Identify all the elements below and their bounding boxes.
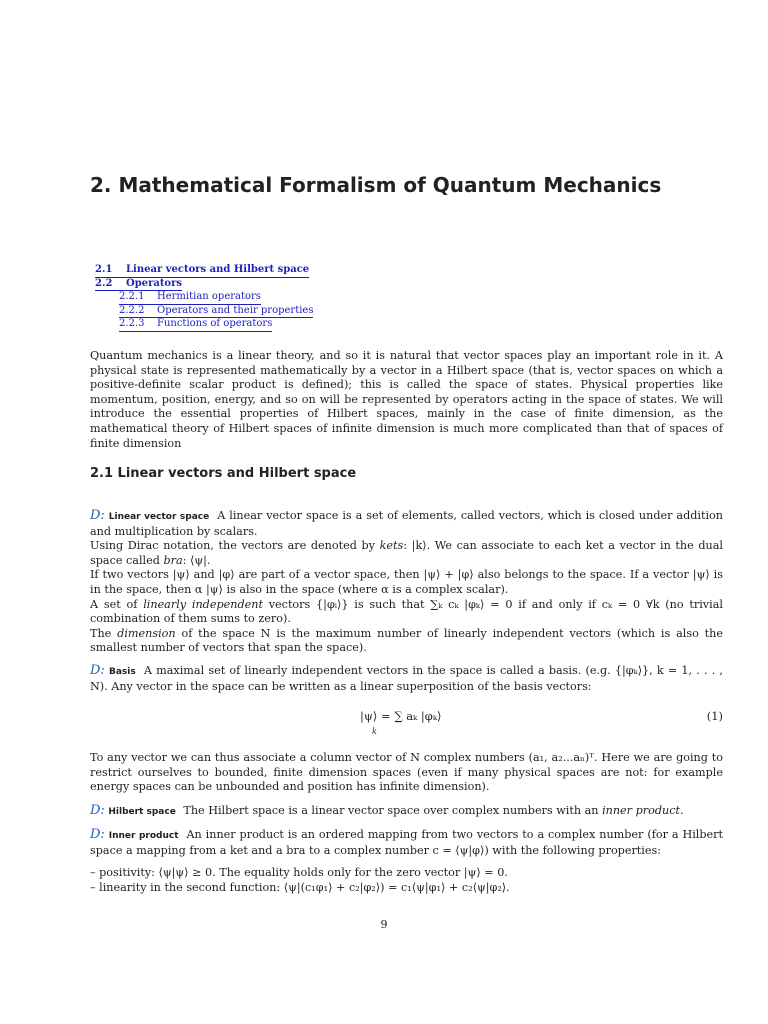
chapter-title: 2. Mathematical Formalism of Quantum Mechanics bbox=[90, 173, 662, 197]
page-number: 9 bbox=[380, 918, 388, 931]
section-heading: 2.1 Linear vectors and Hilbert space bbox=[90, 466, 357, 481]
toc-number: 2.2.2 bbox=[119, 304, 145, 316]
table-of-contents bbox=[95, 263, 313, 331]
intro-paragraph: Quantum mechanics is a linear theory, and so it is natural that vector spaces play an important role in it. A physical state is represented mathematically by a vector in a Hilbert space (that is, vector spaces on which a positive-definite scalar product is defined); this is called the space of states. Physical properties like momentum, position, energy, and so on will be represented by operators acting in the space of states. We will introduce the essential properties of Hilbert spaces, mainly in the case of finite dimension, as the mathematical theory of Hilbert spaces of infinite dimension is much more complicated than that of spaces of finite dimension bbox=[90, 349, 723, 450]
inner-product-term: inner product bbox=[602, 804, 680, 817]
definition-marker: D: bbox=[90, 827, 105, 842]
list-item: – linearity in the second function: ⟨ψ|(c₁φ₁⟩ + c₂|φ₂⟩) = c₁⟨ψ|φ₁⟩ + c₂⟨ψ|φ₂⟩. bbox=[90, 880, 510, 894]
properties-list bbox=[90, 866, 723, 895]
toc-link-2-2-2[interactable] bbox=[119, 304, 313, 319]
toc-link-2-1[interactable] bbox=[95, 263, 309, 278]
kets-term: kets bbox=[379, 539, 404, 553]
dimension-text: of the space N is the maximum number of linearly independent vectors (which is also the smallest number of vectors that span the space). bbox=[90, 626, 723, 655]
dirac-text: : ⟨ψ|. bbox=[182, 553, 211, 567]
independence-text: vectors {|φᵢ⟩} is such that ∑ₖ cₖ |φₖ⟩ = 0 if and only if cₖ = 0 ∀k (no trivial combination of them sums to zero). bbox=[90, 597, 723, 626]
toc-label: Functions of operators bbox=[157, 318, 273, 329]
definition-marker: D: bbox=[90, 803, 105, 818]
toc-label: Linear vectors and Hilbert space bbox=[126, 264, 310, 275]
definition-hilbert-space bbox=[90, 804, 723, 820]
definition-linear-vector-space bbox=[90, 509, 723, 656]
equation-1 bbox=[90, 705, 723, 739]
toc-number: 2.2 bbox=[95, 277, 113, 289]
definition-text: An inner product is an ordered mapping from two vectors to a complex number (for a Hilbert space a mapping from a ket and a bra to a complex number c = ⟨ψ|φ⟩) with the following properties: bbox=[90, 828, 723, 857]
definition-basis bbox=[90, 664, 723, 694]
definition-text: The Hilbert space is a linear vector space over complex numbers with an bbox=[183, 804, 599, 817]
equation-subscript: k bbox=[372, 727, 377, 736]
column-vector-paragraph: To any vector we can thus associate a column vector of N complex numbers (a₁, a₂...aₙ)ᵀ. Here we are going to restrict ourselves to bounded, finite dimension spaces (even if many physical spaces are not: for example energy spaces can be unbounded and position has infinite dimension). bbox=[90, 751, 723, 794]
definition-text: A maximal set of linearly independent vectors in the space is called a basis. (e.g. {|φₖ⟩}, k = 1, . . . , N). Any vector in the space can be written as a linear superposition of the basis vectors: bbox=[90, 664, 723, 693]
definition-inner-product bbox=[90, 828, 723, 858]
toc-link-2-2-1[interactable] bbox=[119, 290, 261, 305]
definition-term: Hilbert space bbox=[108, 807, 176, 817]
toc-label: Operators and their properties bbox=[157, 304, 314, 316]
independence-text: A set of bbox=[90, 597, 138, 611]
toc-label: Hermitian operators bbox=[157, 291, 261, 302]
independence-term: linearly independent bbox=[143, 597, 263, 611]
bra-term: bra bbox=[163, 553, 183, 567]
toc-label: Operators bbox=[126, 277, 183, 289]
definition-text: A linear vector space is a set of elements, called vectors, which is closed under addition and multiplication by scalars. bbox=[90, 509, 723, 538]
toc-link-2-2-3[interactable] bbox=[119, 317, 272, 332]
definition-tail: . bbox=[679, 804, 684, 817]
vector-sum-text: If two vectors |ψ⟩ and |φ⟩ are part of a vector space, then |ψ⟩ + |φ⟩ also belongs to the space. If a vector |ψ⟩ is in the space, then α |ψ⟩ is also in the space (where α is a complex scalar). bbox=[90, 568, 723, 596]
dirac-text: : |k⟩. We can associate to each ket a vector in the dual space called bbox=[90, 539, 723, 567]
toc-link-2-2[interactable] bbox=[95, 277, 182, 292]
equation-number: (1) bbox=[706, 709, 723, 723]
dimension-term: dimension bbox=[117, 626, 176, 640]
toc-number: 2.2.1 bbox=[119, 291, 145, 302]
definition-term: Inner product bbox=[108, 831, 179, 841]
list-item: – positivity: ⟨ψ|ψ⟩ ≥ 0. The equality holds only for the zero vector |ψ⟩ = 0. bbox=[90, 866, 508, 879]
toc-number: 2.1 bbox=[95, 264, 113, 275]
dirac-text: Using Dirac notation, the vectors are denoted by bbox=[90, 539, 375, 553]
definition-marker: D: bbox=[90, 508, 105, 523]
definition-marker: D: bbox=[90, 663, 105, 678]
definition-term: Basis bbox=[108, 667, 136, 677]
definition-term: Linear vector space bbox=[108, 512, 210, 522]
dimension-text: The bbox=[90, 626, 112, 640]
equation-body: |ψ⟩ = ∑ aₖ |φₖ⟩ bbox=[360, 709, 442, 723]
toc-number: 2.2.3 bbox=[119, 318, 145, 329]
